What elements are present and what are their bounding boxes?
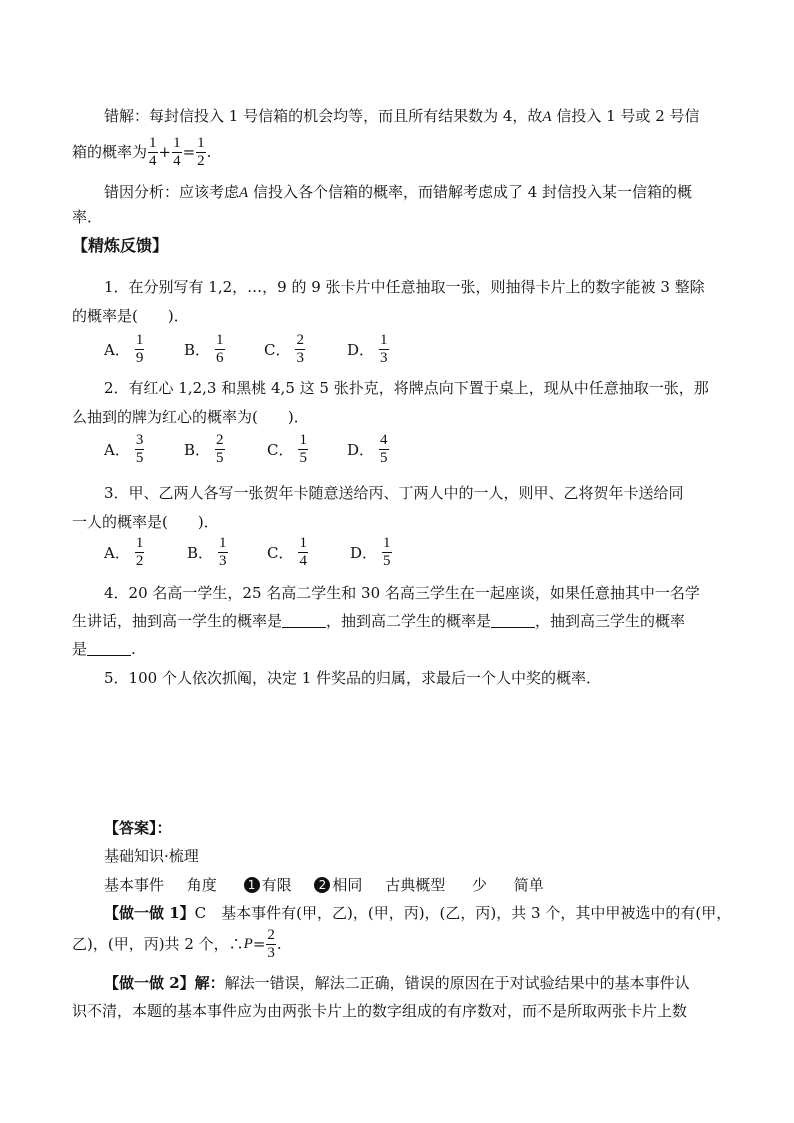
question-3-line-2: 一人的概率是( )． bbox=[72, 513, 219, 531]
fraction bbox=[266, 927, 276, 962]
fraction bbox=[172, 135, 182, 170]
text: 信投入各个信箱的概率，而错解考虑成了 4 封信投入某一信箱的概 bbox=[248, 183, 693, 201]
basic-knowledge-answers bbox=[104, 875, 544, 895]
denominator: 5 bbox=[216, 449, 224, 466]
error-cause-line-2: 率． bbox=[72, 208, 103, 226]
var-a: A bbox=[239, 185, 249, 201]
denominator: 4 bbox=[299, 552, 307, 569]
answer-item: 简单 bbox=[513, 876, 544, 894]
numerator: 2 bbox=[216, 431, 224, 448]
fraction bbox=[148, 135, 158, 170]
try-1-line-1 bbox=[104, 903, 731, 923]
text: ，抽到高三学生的概率 bbox=[535, 612, 686, 630]
question-4-line-1: 4．20 名高一学生，25 名高二学生和 30 名高三学生在一起座谈，如果任意抽其中一名学 bbox=[104, 584, 700, 602]
fraction bbox=[382, 535, 392, 570]
equals-sign: = bbox=[182, 143, 196, 161]
text: ，抽到高二学生的概率是 bbox=[326, 612, 492, 630]
numerator: 1 bbox=[380, 331, 388, 348]
section-title: 【精炼反馈】 bbox=[72, 236, 169, 255]
try-2-line-2: 识不清，本题的基本事件应为由两张卡片上的数字组成的有序数对，而不是所取两张卡片上数 bbox=[72, 1002, 688, 1020]
fraction bbox=[135, 535, 145, 570]
fraction bbox=[215, 332, 225, 367]
text: 生讲话，抽到高一学生的概率是 bbox=[72, 612, 283, 630]
label: 【做一做 2】解： bbox=[104, 974, 225, 992]
text: 信投入 1 号或 2 号信 bbox=[551, 107, 700, 125]
denominator: 4 bbox=[173, 152, 181, 169]
option-label: A． bbox=[104, 440, 130, 459]
denominator: 3 bbox=[267, 944, 275, 961]
option-b[interactable] bbox=[184, 430, 226, 468]
option-label: A． bbox=[104, 340, 130, 359]
var-a: A bbox=[542, 109, 552, 125]
option-c[interactable] bbox=[267, 430, 309, 468]
question-1-line-1: 1．在分别写有 1,2，…，9 的 9 张卡片中任意抽取一张，则抽得卡片上的数字能被 3 整除 bbox=[104, 278, 705, 296]
error-cause-line-1 bbox=[104, 182, 692, 203]
option-a[interactable] bbox=[104, 430, 145, 468]
basic-knowledge-title: 基础知识·梳理 bbox=[104, 847, 199, 865]
answer-item: 有限 bbox=[261, 876, 292, 894]
numerator: 1 bbox=[299, 431, 307, 448]
text: 箱的概率为 bbox=[72, 143, 148, 161]
option-label: D． bbox=[350, 543, 378, 562]
numerator: 1 bbox=[149, 134, 157, 151]
question-1-line-2: 的概率是( )． bbox=[72, 307, 189, 325]
denominator: 2 bbox=[197, 152, 205, 169]
fraction bbox=[298, 432, 308, 467]
numerator: 4 bbox=[380, 431, 388, 448]
numerator: 1 bbox=[299, 534, 307, 551]
option-label: D． bbox=[347, 340, 375, 359]
option-d[interactable] bbox=[350, 533, 393, 571]
answer-item: 角度 bbox=[186, 876, 217, 894]
numerator: 1 bbox=[135, 534, 144, 551]
answer-item: 少 bbox=[471, 876, 487, 894]
numerator: 2 bbox=[267, 926, 275, 943]
numerator: 1 bbox=[173, 134, 181, 151]
numerator: 1 bbox=[197, 134, 205, 151]
option-a[interactable] bbox=[104, 330, 145, 368]
denominator: 6 bbox=[216, 349, 224, 366]
wrong-solution-line-2 bbox=[72, 134, 211, 170]
question-4-line-3 bbox=[72, 639, 136, 659]
answer-item: 基本事件 bbox=[104, 876, 165, 894]
option-label: C． bbox=[267, 440, 294, 459]
label: 【做一做 1】 bbox=[104, 904, 195, 922]
answer-title: 【答案】： bbox=[104, 819, 172, 837]
answer-blank[interactable] bbox=[87, 641, 131, 656]
denominator: 2 bbox=[135, 552, 144, 569]
option-label: A． bbox=[104, 543, 130, 562]
fraction bbox=[218, 535, 228, 570]
option-label: D． bbox=[347, 440, 375, 459]
fraction bbox=[135, 432, 145, 467]
fraction bbox=[295, 332, 305, 367]
option-a[interactable] bbox=[104, 533, 145, 571]
numerator: 1 bbox=[383, 534, 391, 551]
var-p: P bbox=[243, 936, 253, 952]
option-c[interactable] bbox=[267, 533, 309, 571]
text: 是 bbox=[72, 640, 88, 658]
fraction bbox=[215, 432, 225, 467]
period: . bbox=[206, 143, 212, 161]
denominator: 3 bbox=[296, 349, 304, 366]
wrong-solution-line-1 bbox=[104, 106, 700, 127]
denominator: 5 bbox=[299, 449, 307, 466]
circled-number-icon: 1 bbox=[244, 877, 260, 893]
denominator: 5 bbox=[135, 449, 144, 466]
question-3-line-1: 3．甲、乙两人各写一张贺年卡随意送给丙、丁两人中的一人，则甲、乙将贺年卡送给同 bbox=[104, 484, 684, 502]
option-label: B． bbox=[184, 340, 211, 359]
answer-item: 相同 bbox=[332, 876, 363, 894]
answer-item: 古典概型 bbox=[385, 876, 446, 894]
denominator: 3 bbox=[380, 349, 388, 366]
numerator: 2 bbox=[296, 331, 304, 348]
question-4-line-2 bbox=[72, 611, 685, 631]
option-label: B． bbox=[184, 440, 211, 459]
text: . bbox=[131, 640, 136, 658]
fraction bbox=[298, 535, 308, 570]
option-b[interactable] bbox=[184, 330, 226, 368]
text: 乙)，(甲，丙)共 2 个，∴ bbox=[72, 935, 244, 953]
denominator: 3 bbox=[219, 552, 227, 569]
option-label: C． bbox=[267, 543, 294, 562]
denominator: 4 bbox=[149, 152, 157, 169]
numerator: 1 bbox=[219, 534, 227, 551]
plus-sign: + bbox=[158, 143, 172, 161]
circled-number-icon: 2 bbox=[314, 877, 330, 893]
option-d[interactable] bbox=[347, 330, 390, 368]
question-2-line-1: 2．有红心 1,2,3 和黑桃 4,5 这 5 张扑克，将牌点向下置于桌上，现从中任意抽取一张，那 bbox=[104, 379, 709, 397]
option-label: C． bbox=[264, 340, 291, 359]
numerator: 3 bbox=[135, 431, 144, 448]
question-5: 5．100 个人依次抓阄，决定 1 件奖品的归属，求最后一个人中奖的概率． bbox=[104, 669, 602, 687]
denominator: 5 bbox=[380, 449, 388, 466]
question-2-line-2: 么抽到的牌为红心的概率为( )． bbox=[72, 408, 309, 426]
answer-blank[interactable] bbox=[282, 613, 326, 628]
fraction bbox=[196, 135, 206, 170]
fraction bbox=[379, 332, 389, 367]
denominator: 5 bbox=[383, 552, 391, 569]
equals-sign: = bbox=[252, 935, 266, 953]
text: 解法一错误，解法二正确，错误的原因在于对试验结果中的基本事件认 bbox=[224, 974, 690, 992]
period: . bbox=[276, 935, 282, 953]
text: 错解：每封信投入 1 号信箱的机会均等，而且所有结果数为 4，故 bbox=[104, 107, 543, 125]
numerator: 1 bbox=[216, 331, 224, 348]
text: 错因分析：应该考虑 bbox=[104, 183, 240, 201]
try-2-line-1 bbox=[104, 973, 690, 993]
try-1-line-2 bbox=[72, 926, 282, 962]
denominator: 9 bbox=[135, 349, 144, 366]
numerator: 1 bbox=[135, 331, 144, 348]
option-d[interactable] bbox=[347, 430, 390, 468]
fraction bbox=[379, 432, 389, 467]
answer-blank[interactable] bbox=[491, 613, 535, 628]
option-b[interactable] bbox=[187, 533, 229, 571]
option-c[interactable] bbox=[264, 330, 306, 368]
text: C 基本事件有(甲，乙)，(甲，丙)，(乙，丙)，共 3 个，其中甲被选中的有(甲， bbox=[194, 904, 732, 922]
fraction bbox=[135, 332, 145, 367]
option-label: B． bbox=[187, 543, 214, 562]
